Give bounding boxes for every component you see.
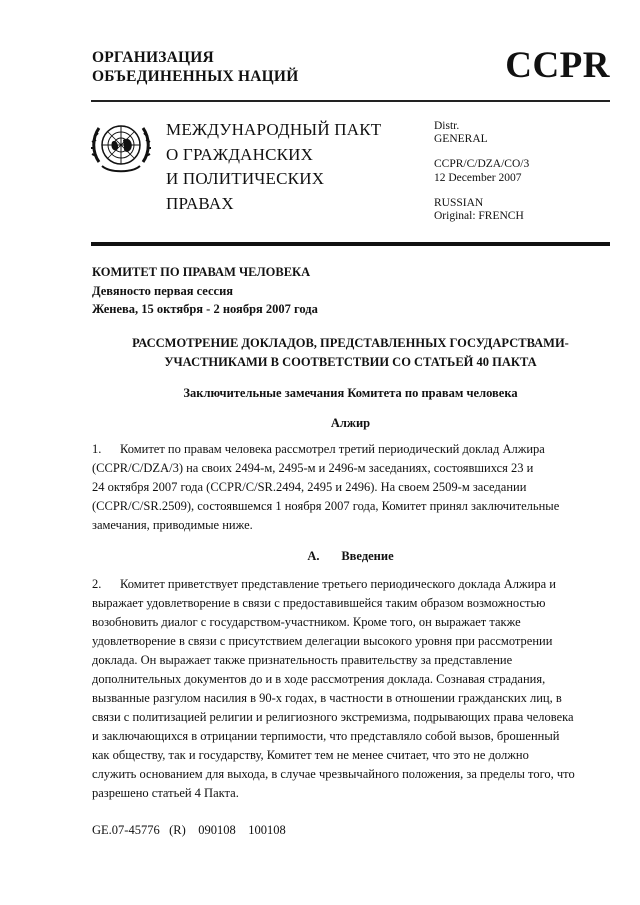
subheading: Заключительные замечания Комитета по правам человека: [183, 386, 518, 400]
main-heading-line: РАССМОТРЕНИЕ ДОКЛАДОВ, ПРЕДСТАВЛЕННЫХ ГОСУДАРСТВАМИ-: [132, 336, 569, 350]
paragraph-line: связи с политизацией религии и религиозного экстремизма, подрывающих права человека: [92, 710, 574, 724]
paragraph-line: вызванные разгулом насилия в 90-х годах, в частности в отношении гражданских лиц, в: [92, 691, 562, 705]
paragraph-line: дополнительных документов до и в ходе рассмотрения доклада. Сознавая страдания,: [92, 672, 546, 686]
paragraph-line: как обществу, так и государству, Комитет тем не менее считает, что это не должно: [92, 748, 529, 762]
paragraph-line: доклада. Он выражает также признательность правительству за представление: [92, 653, 513, 667]
paragraph-line: разрешено статьей 4 Пакта.: [92, 786, 239, 800]
country-heading: Алжир: [330, 416, 371, 430]
paragraph-line: возобновить диалог с государством-участником. Кроме того, он выражает также: [92, 615, 521, 629]
un-emblem-icon: [90, 116, 152, 178]
committee-session: Девяносто первая сессия: [92, 283, 234, 298]
distribution-label: Distr.: [434, 120, 460, 132]
document-metadata: [434, 120, 529, 223]
section-heading: [91, 547, 610, 565]
committee-info: [92, 263, 318, 319]
paragraph-number: 1.: [92, 442, 102, 456]
covenant-title-line: ПРАВАХ: [166, 193, 234, 213]
document-date: 12 December 2007: [434, 171, 522, 184]
paragraph-line: [92, 440, 610, 459]
paragraph-1: [92, 440, 610, 535]
section-title: Введение: [341, 549, 394, 563]
organization-name: [92, 48, 298, 86]
paragraph-number: 2.: [92, 577, 102, 591]
document-series-symbol: CCPR: [505, 45, 610, 86]
paragraph-line: 24 октября 2007 года (CCPR/C/SR.2494, 2495 и 2496). На своем 2509-м заседании: [92, 480, 527, 494]
footer-job-number: GE.07-45776 (R) 090108 100108: [92, 823, 286, 837]
paragraph-line: удовлетворение в связи с присутствием делегации высокого уровня при рассмотрении: [92, 634, 553, 648]
document-language: RUSSIAN: [434, 196, 484, 209]
distribution-value: GENERAL: [434, 133, 488, 146]
organization-line: ОБЪЕДИНЕННЫХ НАЦИЙ: [92, 68, 299, 85]
paragraph-text: Комитет приветствует представление третьего периодического доклада Алжира и: [120, 577, 556, 591]
document-symbol: CCPR/C/DZA/CO/3: [434, 158, 530, 171]
covenant-title-line: МЕЖДУНАРОДНЫЙ ПАКТ: [166, 120, 382, 139]
paragraph-line: замечания, приводимые ниже.: [92, 518, 253, 532]
section-letter: A.: [307, 549, 320, 563]
header-thick-divider: [91, 242, 610, 246]
main-heading-line: УЧАСТНИКАМИ В СООТВЕТСТВИИ СО СТАТЬЕЙ 40 ПАКТА: [164, 355, 537, 369]
main-heading: [91, 334, 610, 372]
paragraph-line: [92, 575, 610, 594]
covenant-title-line: И ПОЛИТИЧЕСКИХ: [166, 169, 325, 188]
paragraph-line: (CCPR/C/SR.2509), состоявшемся 1 ноября 2007 года, Комитет принял заключительные: [92, 499, 560, 513]
covenant-title-line: О ГРАЖДАНСКИХ: [166, 144, 314, 164]
original-language: Original: FRENCH: [434, 210, 524, 223]
header-divider: [91, 100, 610, 102]
paragraph-text: Комитет по правам человека рассмотрел третий периодический доклад Алжира: [120, 442, 545, 456]
paragraph-2: [92, 575, 610, 803]
committee-name: КОМИТЕТ ПО ПРАВАМ ЧЕЛОВЕКА: [92, 265, 311, 279]
covenant-title: [166, 118, 381, 216]
paragraph-line: (CCPR/C/DZA/3) на своих 2494-м, 2495-м и 2496-м заседаниях, состоявшихся 23 и: [92, 461, 534, 475]
paragraph-line: и заключающихся в отрицании терпимости, что представляло собой вызов, брошенный: [92, 729, 560, 743]
paragraph-line: выражает удовлетворение в связи с предоставившейся таким образом возможностью: [92, 596, 546, 610]
organization-line: ОРГАНИЗАЦИЯ: [92, 49, 214, 66]
paragraph-line: служить основанием для выхода, в случае чрезвычайного положения, за пределы того, что: [92, 767, 575, 781]
committee-place-dates: Женева, 15 октября - 2 ноября 2007 года: [92, 302, 318, 316]
